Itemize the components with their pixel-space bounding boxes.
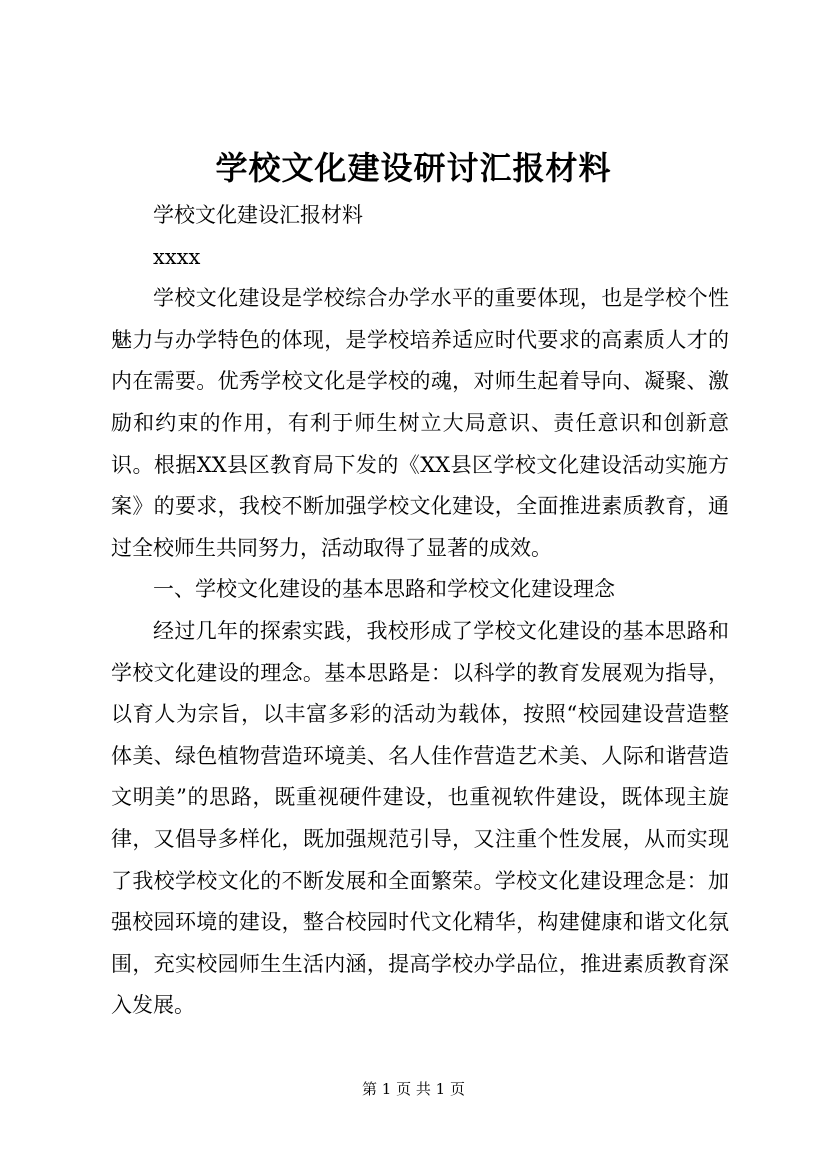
- paragraph-section-1: 经过几年的探索实践，我校形成了学校文化建设的基本思路和学校文化建设的理念。基本思路是：以科学的教育发展观为指导，以育人为宗旨，以丰富多彩的活动为载体，按照“校园建设营造整体美、绿色植物营造环境美、名人佳作营造艺术美、人际和谐营造文明美”的思路，既重视硬件建设，也重视软件建设，既体现主旋律，又倡导多样化，既加强规范引导，又注重个性发展，从而实现了我校学校文化的不断发展和全面繁荣。学校文化建设理念是：加强校园环境的建设，整合校园时代文化精华，构建健康和谐文化氛围，充实校园师生生活内涵，提高学校办学品位，推进素质教育深入发展。: [111, 618, 729, 1018]
- page-footer: 第 1 页 共 1 页: [362, 1080, 465, 1098]
- document-subtitle: 学校文化建设汇报材料: [153, 203, 363, 227]
- document-title: 学校文化建设研讨汇报材料: [215, 149, 612, 187]
- section-heading-1: 一、学校文化建设的基本思路和学校文化建设理念: [153, 577, 615, 602]
- paragraph-intro: 学校文化建设是学校综合办学水平的重要体现，也是学校个性魅力与办学特色的体现，是学校培养适应时代要求的高素质人才的内在需要。优秀学校文化是学校的魂，对师生起着导向、凝聚、激励和约束的作用，有利于师生树立大局意识、责任意识和创新意识。根据XX县区教育局下发的《XX县区学校文化建设活动实施方案》的要求，我校不断加强学校文化建设，全面推进素质教育，通过全校师生共同努力，活动取得了显著的成效。: [111, 286, 729, 560]
- document-body: [111, 195, 729, 1027]
- document-author: xxxx: [153, 244, 201, 269]
